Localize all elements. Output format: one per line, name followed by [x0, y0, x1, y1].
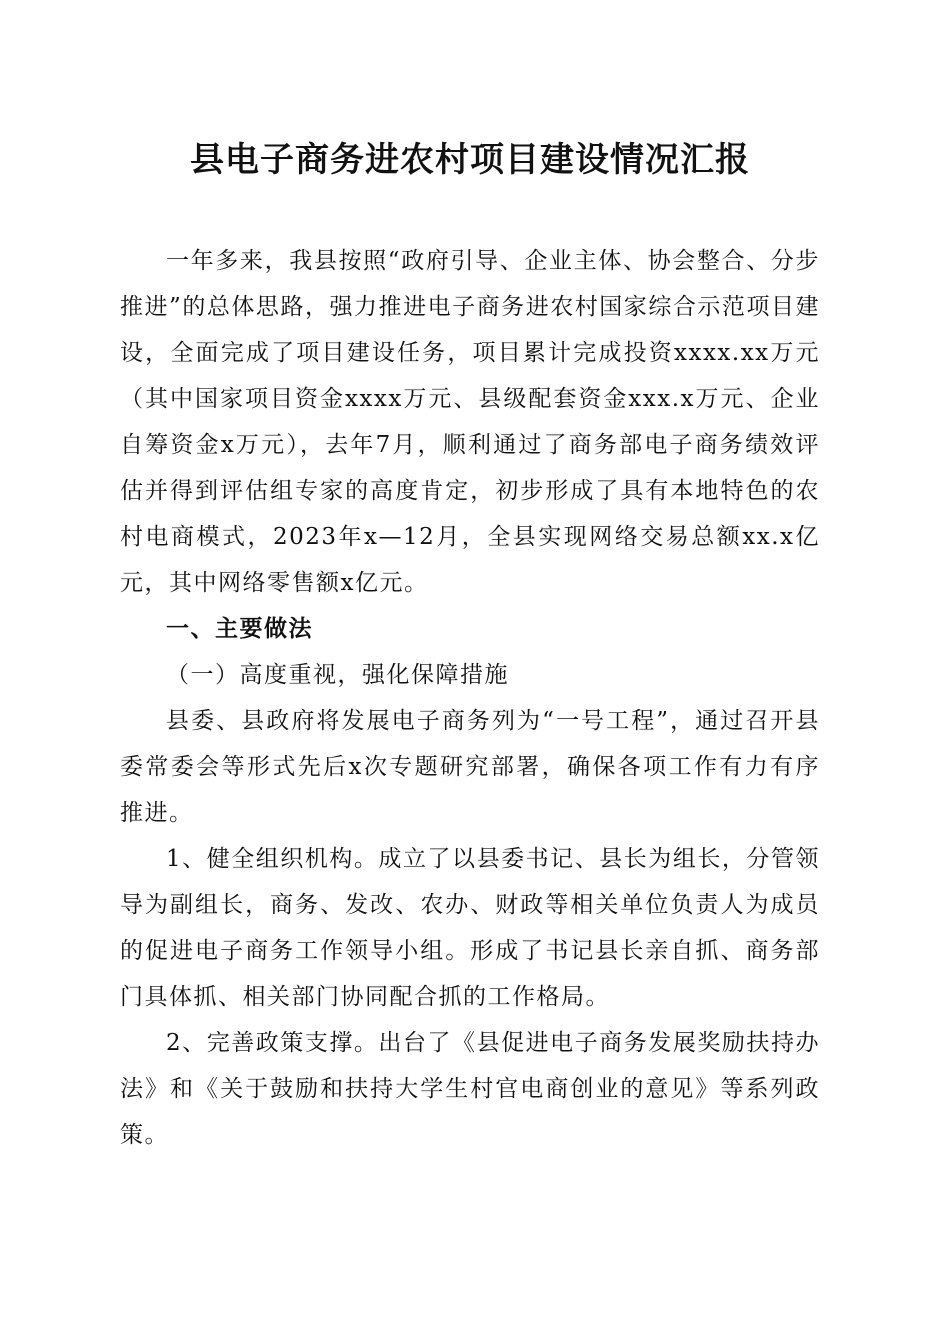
subsection-heading-safeguards: （一）高度重视，强化保障措施: [166, 662, 509, 688]
subsection-paragraph: 县委、县政府将发展电子商务列为“一号工程”，通过召开县委常委会等形式先后x次专题研究部署，确保各项工作有力有序推进。: [120, 708, 820, 826]
item-paragraph-organization: 1、健全组织机构。成立了以县委书记、县长为组长，分管领导为副组长，商务、发改、农办、财政等相关单位负责人为成员的促进电子商务工作领导小组。形成了书记县长亲自抓、商务部门具体抓、相关部门协同配合抓的工作格局。: [120, 846, 820, 1010]
item-paragraph-policy: 2、完善政策支撑。出台了《县促进电子商务发展奖励扶持办法》和《关于鼓励和扶持大学生村官电商创业的意见》等系列政策。: [120, 1030, 820, 1148]
section-heading-main-practices: 一、主要做法: [166, 616, 313, 642]
document-title: 县电子商务进农村项目建设情况汇报: [190, 140, 750, 180]
intro-paragraph: 一年多来，我县按照“政府引导、企业主体、协会整合、分步推进”的总体思路，强力推进电子商务进农村国家综合示范项目建设，全面完成了项目建设任务，项目累计完成投资xxxx.xx万元（其中国家项目资金xxxx万元、县级配套资金xxx.x万元、企业自筹资金x万元），去年7月，顺利通过了商务部电子商务绩效评估并得到评估组专家的高度肯定，初步形成了具有本地特色的农村电商模式，2023年x—12月，全县实现网络交易总额xx.x亿元，其中网络零售额x亿元。: [120, 248, 820, 596]
document-body: [120, 238, 820, 1158]
